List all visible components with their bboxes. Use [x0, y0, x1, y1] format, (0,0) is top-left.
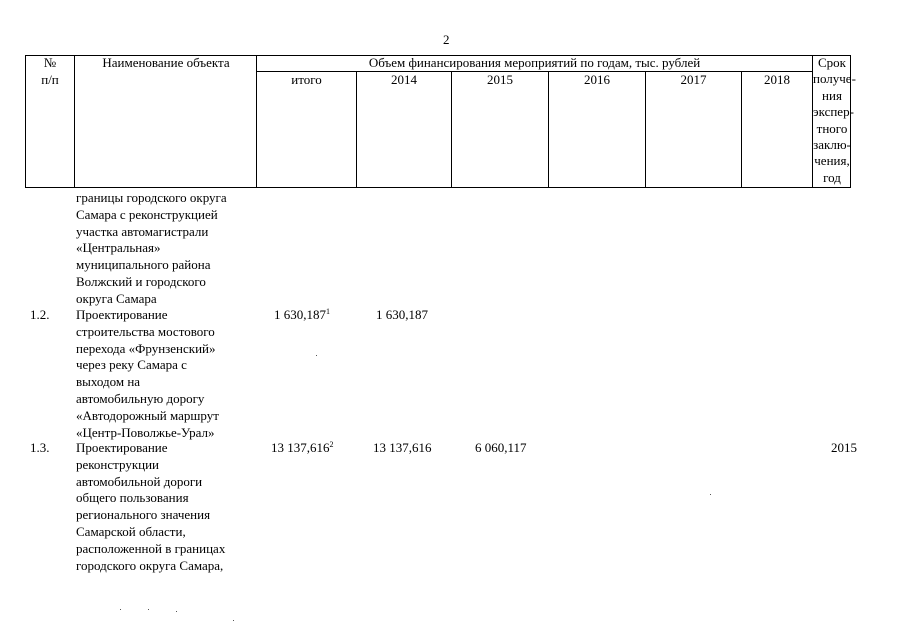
header-deadline-line: получе- [813, 71, 856, 87]
name-line: общего пользования [76, 490, 189, 506]
name-line: Самара с реконструкцией [76, 206, 218, 222]
header-year-2016: 2016 [584, 72, 610, 87]
header-deadline-line: год [823, 169, 841, 185]
footnote-marker: 1 [326, 307, 330, 316]
header-deadline-line: чения, [814, 153, 850, 169]
header-name-col: Наименование объекта [102, 55, 230, 70]
page-number: 2 [443, 32, 450, 47]
name-line: участка автомагистрали [76, 223, 209, 239]
name-line: автомобильной дороги [76, 473, 203, 489]
footnote-marker: 2 [329, 440, 334, 449]
header-year-2017: 2017 [680, 72, 707, 87]
scan-speck [120, 609, 121, 610]
name-line: автомобильную дорогу [76, 390, 205, 406]
header-deadline-line: Срок [818, 55, 846, 70]
header-total: итого [291, 72, 322, 87]
header-deadline-line: ния [822, 87, 842, 103]
continuation-name [76, 190, 262, 308]
name-line: городского округа Самара, [76, 557, 224, 573]
total-value: 13 137,616 [271, 440, 330, 455]
row-number: 1.2. [30, 307, 50, 322]
name-line: границы городского округа [76, 190, 227, 205]
scan-speck [233, 620, 234, 621]
name-line: округа Самара [76, 290, 157, 306]
name-line: Проектирование [76, 440, 168, 455]
header-num-col [27, 55, 73, 89]
row-total [271, 440, 334, 457]
name-line: через реку Самара с [76, 357, 187, 373]
row-name [76, 440, 262, 574]
name-line: расположенной в границах [76, 540, 226, 556]
row-name [76, 307, 262, 441]
name-line: Волжский и городского [76, 273, 206, 289]
row-2014-value: 13 137,616 [373, 440, 432, 455]
header-deadline-line: тного [816, 120, 848, 136]
header-year-2018: 2018 [764, 72, 790, 87]
scan-speck [148, 609, 149, 610]
header-num-line: п/п [41, 71, 59, 87]
header-financing-title: Объем финансирования мероприятий по годам, тыс. рублей [368, 55, 701, 70]
name-line: «Центральная» [76, 240, 161, 256]
name-line: регионального значения [76, 507, 211, 523]
name-line: «Автодорожный маршрут [76, 407, 219, 423]
header-deadline-line: экспер- [813, 104, 854, 120]
name-line: выходом на [76, 374, 141, 390]
row-deadline: 2015 [831, 440, 857, 455]
total-value: 1 630,187 [274, 307, 326, 322]
scan-speck [710, 494, 711, 495]
name-line: перехода «Фрунзенский» [76, 340, 216, 356]
name-line: Самарской области, [76, 523, 186, 539]
header-year-2015: 2015 [487, 72, 513, 87]
name-line: муниципального района [76, 257, 211, 273]
row-2015-value: 6 060,117 [475, 440, 527, 455]
header-deadline-col [813, 55, 856, 186]
header-deadline-line: заклю- [813, 137, 851, 153]
name-line: Проектирование [76, 307, 168, 322]
header-num-line: № [43, 55, 57, 70]
scan-speck [316, 355, 317, 356]
name-line: реконструкции [76, 456, 160, 472]
row-total [274, 307, 330, 324]
header-year-2014: 2014 [391, 72, 417, 87]
row-number: 1.3. [30, 440, 50, 455]
table-header [25, 55, 856, 188]
name-line: строительства мостового [76, 323, 215, 339]
name-line: «Центр-Поволжье-Урал» [76, 424, 215, 440]
row-2014-value: 1 630,187 [376, 307, 428, 322]
scan-speck [176, 611, 177, 612]
